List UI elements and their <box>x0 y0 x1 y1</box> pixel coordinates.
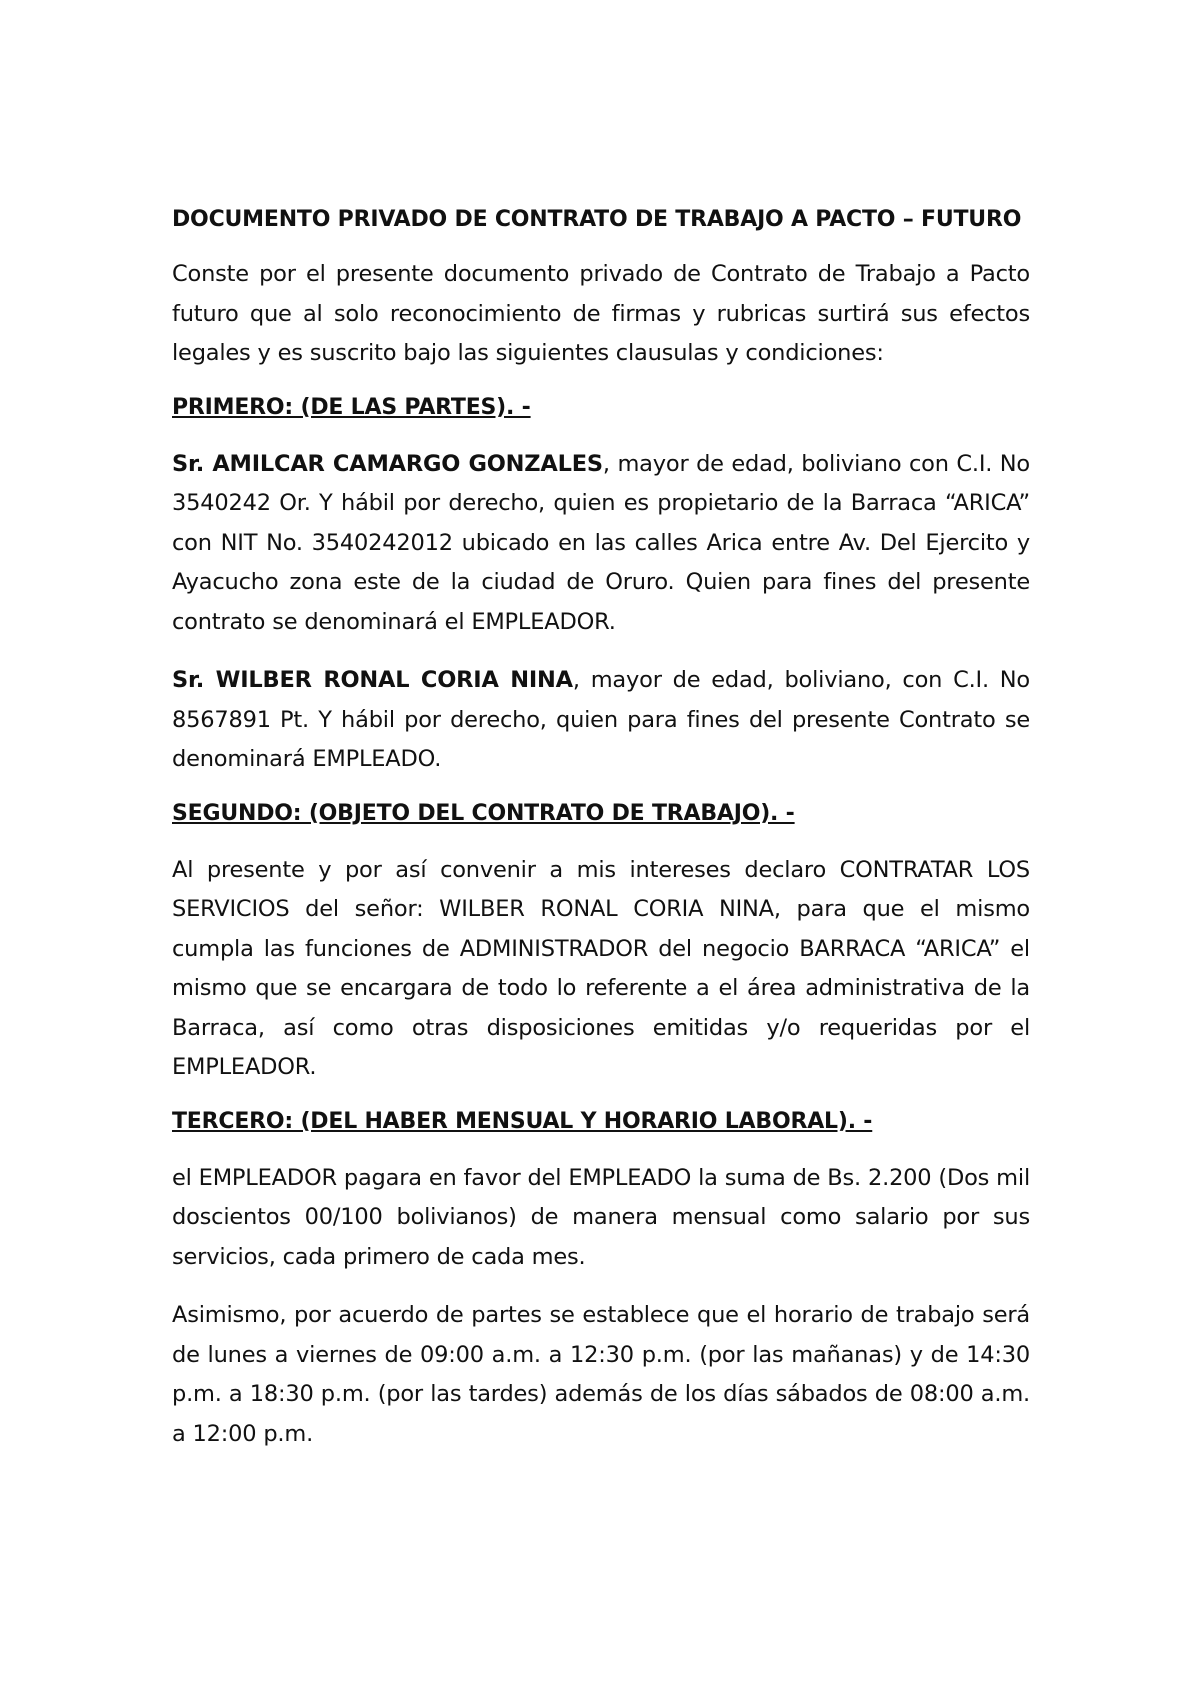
intro-paragraph: Conste por el presente documento privado de Contrato de Trabajo a Pacto futuro que al solo reconocimiento de firmas y rubricas surtirá sus efectos legales y es suscrito bajo las siguientes clausulas y condiciones: <box>172 261 1030 366</box>
segundo-paragraph: Al presente y por así convenir a mis intereses declaro CONTRATAR LOS SERVICIOS del señor: WILBER RONAL CORIA NINA, para que el mismo cumpla las funciones de ADMINISTRADOR del negocio BARRACA “ARICA” el mismo que se encargara de todo lo referente a el área administrativa de la Barraca, así como otras disposiciones emitidas y/o requeridas por el EMPLEADOR. <box>172 856 1030 1080</box>
party-employer-paragraph <box>172 445 1030 643</box>
party-employer-name: AMILCAR CAMARGO GONZALES <box>212 450 603 477</box>
section-heading-tercero: TERCERO: (DEL HABER MENSUAL Y HORARIO LABORAL). - <box>172 1108 873 1134</box>
party-employee-prefix: Sr. <box>172 667 216 693</box>
party-employer-text: , mayor de edad, boliviano con C.I. No 3540242 Or. Y hábil por derecho, quien es propietario de la Barraca “ARICA” con NIT No. 3540242012 ubicado en las calles Arica entre Av. Del Ejercito y Ayacucho zona este de la ciudad de Oruro. Quien para fines del presente contrato se denominará el EMPLEADOR. <box>172 450 1030 635</box>
party-employee-text: , mayor de edad, boliviano, con C.I. No 8567891 Pt. Y hábil por derecho, quien para fines del presente Contrato se denominará EMPLEADO. <box>172 667 1030 772</box>
document-page <box>172 205 1030 1473</box>
section-heading-primero: PRIMERO: (DE LAS PARTES). - <box>172 394 531 420</box>
party-employee-paragraph <box>172 661 1030 780</box>
tercero-salary-paragraph: el EMPLEADOR pagara en favor del EMPLEADO la suma de Bs. 2.200 (Dos mil doscientos 00/100 bolivianos) de manera mensual como salario por sus servicios, cada primero de cada mes. <box>172 1164 1030 1270</box>
tercero-schedule-paragraph: Asimismo, por acuerdo de partes se establece que el horario de trabajo será de lunes a viernes de 09:00 a.m. a 12:30 p.m. (por las mañanas) y de 14:30 p.m. a 18:30 p.m. (por las tardes) además de los días sábados de 08:00 a.m. a 12:00 p.m. <box>172 1302 1030 1447</box>
party-employer-prefix: Sr. <box>172 450 213 477</box>
party-employee-name: WILBER RONAL CORIA NINA <box>215 667 573 693</box>
document-title: DOCUMENTO PRIVADO DE CONTRATO DE TRABAJO A PACTO – FUTURO <box>172 207 1022 232</box>
section-heading-segundo: SEGUNDO: (OBJETO DEL CONTRATO DE TRABAJO). - <box>172 800 795 826</box>
